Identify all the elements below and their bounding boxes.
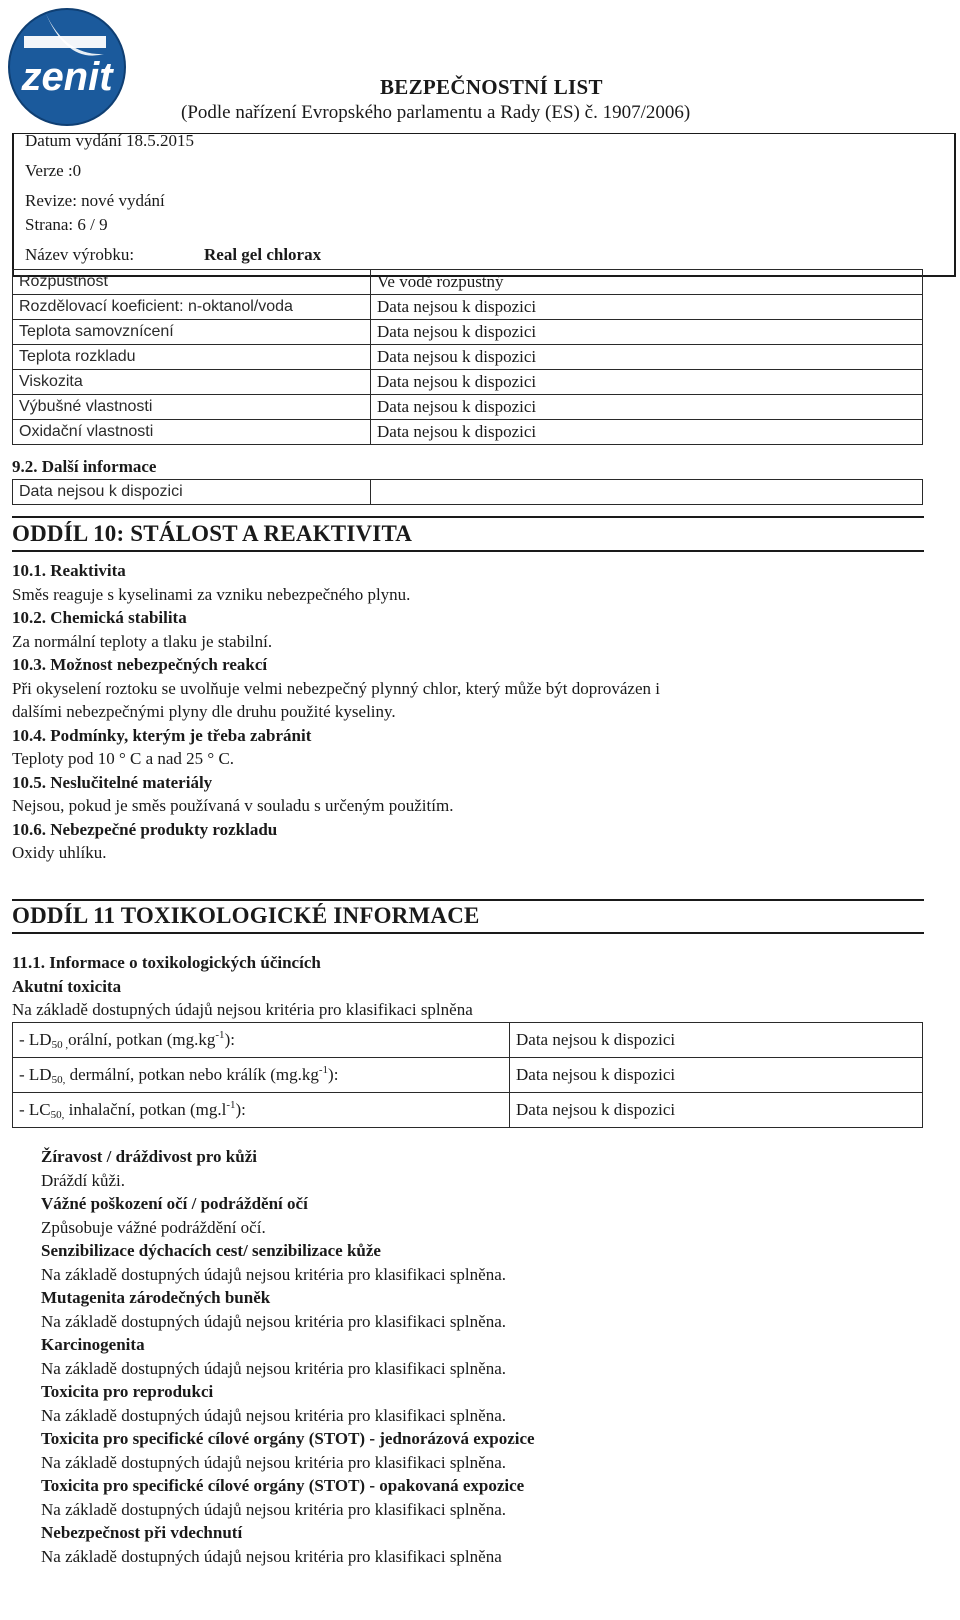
additional-info-table	[12, 479, 923, 505]
parameter-pre: - LC	[19, 1100, 51, 1119]
section-10-heading: ODDÍL 10: STÁLOST A REAKTIVITA	[12, 521, 413, 546]
body-text: Teploty pod 10 ° C a nad 25 ° C.	[12, 749, 235, 768]
hazard-statement: Na základě dostupných údajů nejsou kritéria pro klasifikaci splněna.	[41, 1405, 506, 1425]
parameter-post: ):	[224, 1030, 235, 1049]
property-value: Ve vodě rozpustný	[371, 270, 923, 295]
table-row	[13, 420, 923, 445]
hazard-statement: Na základě dostupných údajů nejsou kritéria pro klasifikaci splněna.	[41, 1499, 506, 1519]
table-row	[13, 320, 923, 345]
hazard-statement: Na základě dostupných údajů nejsou kritéria pro klasifikaci splněna.	[41, 1311, 506, 1331]
hazard-class-heading: Karcinogenita	[41, 1335, 145, 1354]
section-rule	[12, 932, 924, 934]
table-cell: Data nejsou k dispozici	[13, 480, 371, 505]
subsection-heading: 10.6. Nebezpečné produkty rozkladu	[12, 819, 278, 839]
section-rule	[12, 550, 924, 552]
property-value: Data nejsou k dispozici	[371, 370, 923, 395]
table-row	[13, 270, 923, 295]
product-label: Název výrobku:	[25, 245, 135, 264]
hazard-class-heading: Toxicita pro specifické cílové orgány (STOT) - jednorázová expozice	[41, 1429, 535, 1448]
parameter-post: ):	[328, 1065, 339, 1084]
table-row	[13, 370, 923, 395]
hazard-class-heading: Mutagenita zárodečných buněk	[41, 1288, 271, 1307]
revision: Revize: nové vydání	[25, 191, 165, 210]
section-11-heading: ODDÍL 11 TOXIKOLOGICKÉ INFORMACE	[12, 903, 480, 928]
subsection-heading: 10.2. Chemická stabilita	[12, 608, 187, 627]
parameter-sub: 50,	[50, 1109, 65, 1121]
body-text: Směs reaguje s kyselinami za vzniku nebezpečného plynu.	[12, 584, 411, 604]
toxicity-parameter	[13, 1058, 510, 1093]
acute-toxicity-heading: Akutní toxicita	[12, 977, 122, 996]
subsection-heading: 10.4. Podmínky, kterým je třeba zabránit	[12, 725, 312, 745]
hazard-statement: Na základě dostupných údajů nejsou kritéria pro klasifikaci splněna.	[41, 1452, 506, 1472]
table-cell	[371, 480, 923, 505]
parameter-mid: dermální, potkan nebo králík (mg.kg	[65, 1065, 319, 1084]
toxicity-table	[12, 1022, 923, 1128]
toxic-effects-list	[41, 1145, 535, 1568]
parameter-sup: -1	[318, 1064, 329, 1076]
hazard-statement: Na základě dostupných údajů nejsou kritéria pro klasifikaci splněna.	[41, 1264, 506, 1284]
table-row	[13, 480, 923, 505]
table-row	[13, 295, 923, 320]
parameter-sup: -1	[226, 1099, 236, 1111]
body-text: Za normální teploty a tlaku je stabilní.	[12, 631, 273, 651]
parameter-mid: inhalační, potkan (mg.l	[64, 1100, 227, 1119]
body-text: dalšími nebezpečnými plyny dle druhu použité kyseliny.	[12, 702, 396, 721]
hazard-class-heading: Toxicita pro specifické cílové orgány (STOT) - opakovaná expozice	[41, 1476, 525, 1495]
toxicity-parameter	[13, 1023, 510, 1058]
product-name: Real gel chlorax	[204, 245, 322, 264]
hazard-statement: Na základě dostupných údajů nejsou kritéria pro klasifikaci splněna.	[41, 1358, 506, 1378]
property-name: Rozpustnost	[13, 270, 371, 295]
toxicity-value: Data nejsou k dispozici	[510, 1023, 923, 1058]
table-row	[13, 1093, 923, 1128]
parameter-post: ):	[235, 1100, 246, 1119]
body-text: Při okyselení roztoku se uvolňuje velmi nebezpečný plynný chlor, který může být doprovázen i	[12, 678, 660, 698]
section-11-1-heading: 11.1. Informace o toxikologických účincích	[12, 953, 321, 972]
hazard-class-heading: Senzibilizace dýchacích cest/ senzibilizace kůže	[41, 1241, 381, 1260]
body-text: Oxidy uhlíku.	[12, 843, 107, 862]
hazard-class-heading: Vážné poškození očí / podráždění očí	[41, 1194, 308, 1213]
parameter-sup: -1	[215, 1029, 225, 1041]
body-text: Nejsou, pokud je směs používaná v souladu s určeným použitím.	[12, 796, 454, 815]
hazard-class-heading: Nebezpečnost při vdechnutí	[41, 1523, 243, 1542]
section-rule	[12, 516, 924, 518]
subsection-heading: 10.3. Možnost nebezpečných reakcí	[12, 655, 268, 674]
property-name: Teplota samovznícení	[13, 320, 371, 345]
subsection-heading: 10.5. Neslučitelné materiály	[12, 772, 213, 792]
hazard-statement: Na základě dostupných údajů nejsou kritéria pro klasifikaci splněna	[41, 1546, 502, 1566]
table-row	[13, 1023, 923, 1058]
property-name: Viskozita	[13, 370, 371, 395]
hazard-class-heading: Žíravost / dráždivost pro kůži	[41, 1147, 257, 1166]
issue-date: Datum vydání 18.5.2015	[25, 131, 195, 150]
hazard-statement: Dráždí kůži.	[41, 1170, 126, 1190]
property-value: Data nejsou k dispozici	[371, 395, 923, 420]
parameter-pre: - LD	[19, 1065, 52, 1084]
property-name: Oxidační vlastnosti	[13, 420, 371, 445]
svg-text:zenit: zenit	[21, 55, 113, 99]
toxicity-value: Data nejsou k dispozici	[510, 1058, 923, 1093]
property-value: Data nejsou k dispozici	[371, 420, 923, 445]
property-name: Teplota rozkladu	[13, 345, 371, 370]
hazard-statement: Způsobuje vážné podráždění očí.	[41, 1217, 266, 1237]
parameter-sub: 50 ,	[51, 1039, 69, 1051]
section-rule	[12, 899, 924, 901]
parameter-sub: 50,	[51, 1074, 66, 1086]
property-value: Data nejsou k dispozici	[371, 295, 923, 320]
parameter-pre: - LD	[19, 1030, 52, 1049]
subsection-heading: 10.1. Reaktivita	[12, 561, 126, 580]
toxicity-value: Data nejsou k dispozici	[510, 1093, 923, 1128]
version: Verze :0	[25, 161, 82, 180]
section-9-2-heading: 9.2. Další informace	[12, 457, 157, 476]
table-row	[13, 1058, 923, 1093]
acute-toxicity-note: Na základě dostupných údajů nejsou kritéria pro klasifikaci splněna	[12, 1000, 473, 1019]
document-subtitle: (Podle nařízení Evropského parlamentu a Rady (ES) č. 1907/2006)	[181, 102, 691, 123]
section-10-body	[12, 559, 660, 865]
table-row	[13, 395, 923, 420]
hazard-class-heading: Toxicita pro reprodukci	[41, 1382, 214, 1401]
document-title: BEZPEČNOSTNÍ LIST	[380, 75, 603, 99]
property-value: Data nejsou k dispozici	[371, 345, 923, 370]
property-value: Data nejsou k dispozici	[371, 320, 923, 345]
property-name: Výbušné vlastnosti	[13, 395, 371, 420]
properties-table	[12, 269, 923, 445]
company-logo	[6, 6, 128, 128]
page-number: Strana: 6 / 9	[25, 215, 108, 234]
parameter-mid: orální, potkan (mg.kg	[68, 1030, 216, 1049]
table-row	[13, 345, 923, 370]
toxicity-parameter	[13, 1093, 510, 1128]
property-name: Rozdělovací koeficient: n-oktanol/voda	[13, 295, 371, 320]
